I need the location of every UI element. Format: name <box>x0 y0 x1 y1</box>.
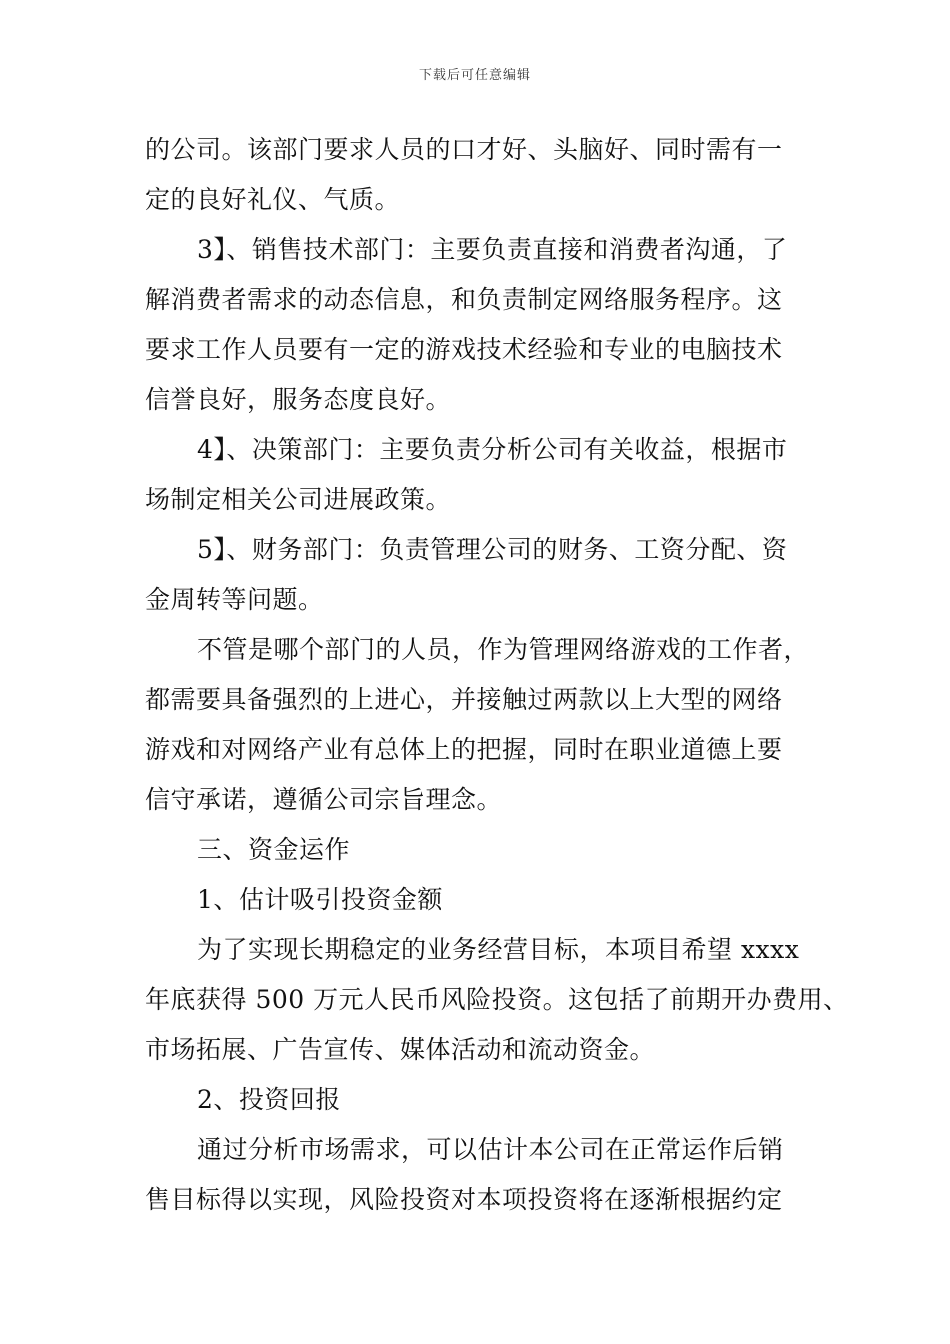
document-body <box>145 125 849 1225</box>
text-line: 信守承诺，遵循公司宗旨理念。 <box>145 785 503 814</box>
text-line: 不管是哪个部门的人员，作为管理网络游戏的工作者， <box>197 635 810 664</box>
page-header-note: 下载后可任意编辑 <box>418 68 531 83</box>
text-line: 4】、决策部门：主要负责分析公司有关收益，根据市 <box>197 435 788 464</box>
text-line: 解消费者需求的动态信息，和负责制定网络服务程序。这 <box>145 285 783 314</box>
text-line: 通过分析市场需求，可以估计本公司在正常运作后销 <box>197 1135 784 1164</box>
text-line: 游戏和对网络产业有总体上的把握，同时在职业道德上要 <box>145 735 783 764</box>
text-line: 售目标得以实现，风险投资对本项投资将在逐渐根据约定 <box>145 1185 783 1214</box>
text-line: 5】、财务部门：负责管理公司的财务、工资分配、资 <box>197 535 788 564</box>
text-line: 为了实现长期稳定的业务经营目标，本项目希望 xxxx <box>197 935 800 964</box>
text-line: 金周转等问题。 <box>145 585 324 614</box>
text-line: 3】、销售技术部门：主要负责直接和消费者沟通，了 <box>197 235 788 264</box>
text-line: 2、投资回报 <box>197 1085 341 1114</box>
text-line: 要求工作人员要有一定的游戏技术经验和专业的电脑技术 <box>145 335 783 364</box>
text-line: 三、资金运作 <box>197 835 351 864</box>
text-line: 都需要具备强烈的上进心，并接触过两款以上大型的网络 <box>145 685 783 714</box>
text-line: 的公司。该部门要求人员的口才好、头脑好、同时需有一 <box>145 135 783 164</box>
text-line: 场制定相关公司进展政策。 <box>145 485 452 514</box>
text-line: 市场拓展、广告宣传、媒体活动和流动资金。 <box>145 1035 656 1064</box>
text-line: 定的良好礼仪、气质。 <box>145 185 401 214</box>
text-line: 1、估计吸引投资金额 <box>197 885 443 914</box>
text-line: 年底获得 500 万元人民币风险投资。这包括了前期开办费用、 <box>145 985 849 1014</box>
text-line: 信誉良好，服务态度良好。 <box>145 385 452 414</box>
